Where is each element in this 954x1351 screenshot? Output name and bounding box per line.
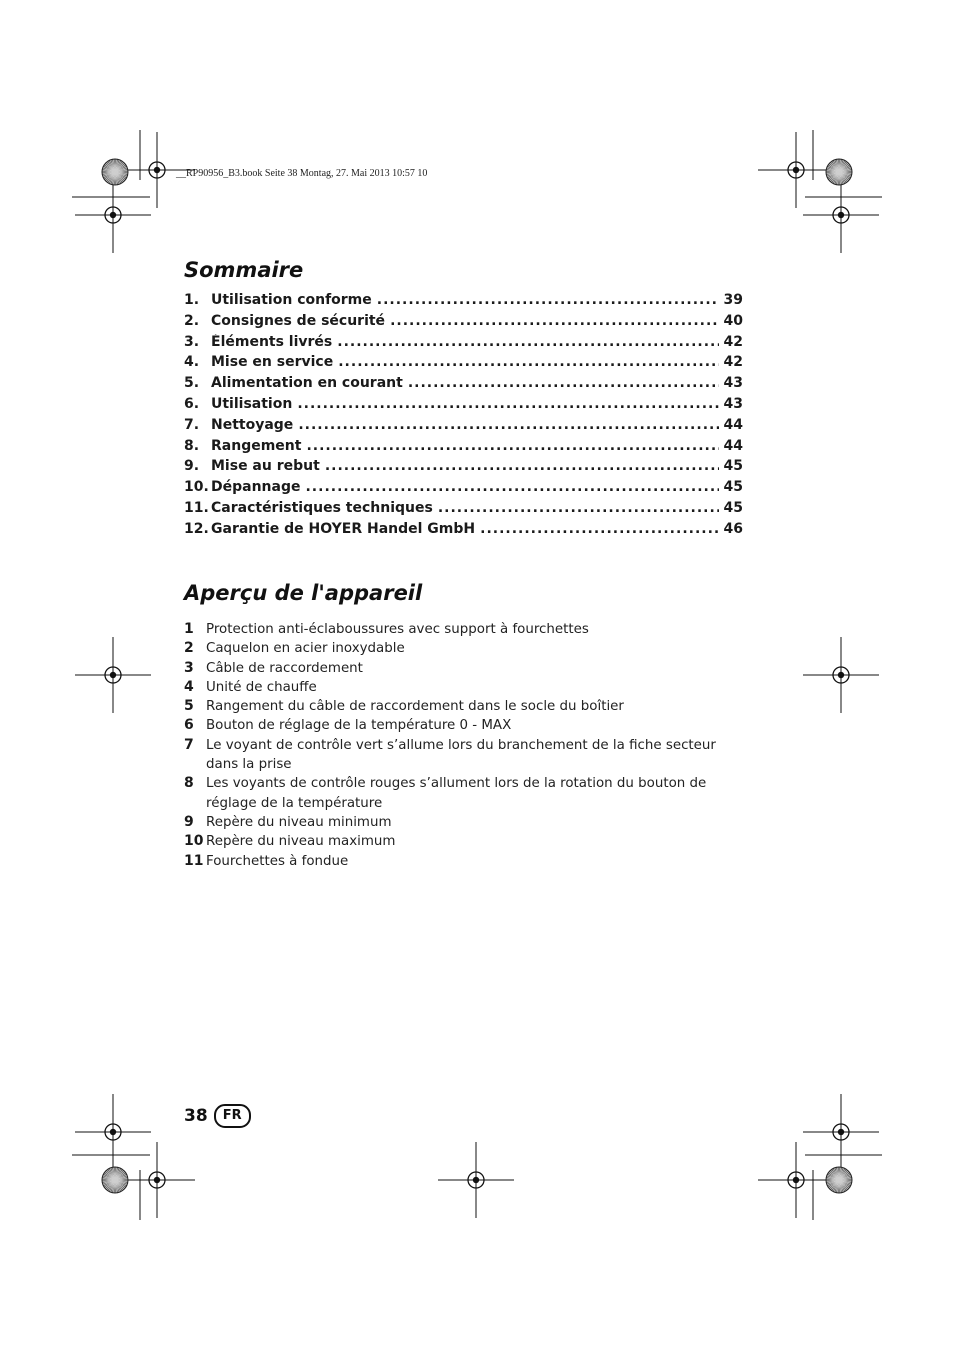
- toc-entry-title: Éléments livrés: [211, 333, 333, 350]
- toc-entry-page: 40: [723, 312, 743, 329]
- toc-entry: [184, 521, 743, 542]
- toc-entry-number: 11.: [184, 499, 209, 516]
- registration-target-dot: [838, 672, 844, 678]
- registration-target-dot: [110, 1129, 116, 1135]
- toc-dot-leader: [438, 500, 719, 516]
- registration-target-dot: [110, 212, 116, 218]
- toc-entry-number: 12.: [184, 520, 209, 537]
- toc-entry-number: 6.: [184, 395, 200, 412]
- toc-entry-number: 8.: [184, 437, 200, 454]
- registration-target-dot: [154, 1177, 160, 1183]
- part-number: 7: [184, 736, 194, 753]
- page-footer: [184, 1104, 251, 1128]
- part-number: 4: [184, 678, 194, 695]
- toc-entry-number: 9.: [184, 458, 200, 475]
- toc-dot-leader: [305, 479, 718, 495]
- toc-entry-number: 3.: [184, 333, 200, 350]
- registration-target-dot: [838, 212, 844, 218]
- toc-entry: [184, 458, 743, 479]
- toc-entry-page: 43: [723, 375, 743, 392]
- overview-title: Aperçu de l'appareil: [184, 581, 423, 605]
- toc-entry-page: 45: [723, 458, 743, 475]
- part-item: [184, 639, 740, 658]
- part-item: [184, 697, 740, 716]
- toc-entry-page: 45: [723, 479, 743, 496]
- part-description: Le voyant de contrôle vert s’allume lors du branchement de la fiche secteur dans la prise: [206, 737, 716, 773]
- part-item: [184, 620, 740, 639]
- toc-entry-title: Dépannage: [211, 479, 301, 496]
- page-number: 38: [184, 1106, 208, 1126]
- toc-entry-title: Utilisation: [211, 395, 293, 412]
- toc-entry-number: 10.: [184, 479, 209, 496]
- table-of-contents: [184, 292, 743, 542]
- toc-dot-leader: [338, 354, 718, 370]
- toc-entry-page: 42: [723, 354, 743, 371]
- part-item: [184, 813, 740, 832]
- toc-entry-title: Mise en service: [211, 354, 334, 371]
- part-description: Fourchettes à fondue: [206, 853, 349, 869]
- toc-entry-title: Nettoyage: [211, 416, 294, 433]
- toc-entry: [184, 313, 743, 334]
- toc-entry-number: 4.: [184, 354, 200, 371]
- part-description: Caquelon en acier inoxydable: [206, 641, 405, 657]
- toc-dot-leader: [337, 334, 718, 350]
- part-number: 8: [184, 775, 194, 792]
- toc-dot-leader: [408, 375, 719, 391]
- registration-target-dot: [110, 672, 116, 678]
- toc-dot-leader: [390, 313, 718, 329]
- toc-entry-page: 44: [723, 416, 743, 433]
- toc-entry-title: Garantie de HOYER Handel GmbH: [211, 520, 476, 537]
- toc-entry: [184, 438, 743, 459]
- parts-list: [184, 620, 740, 871]
- part-item: [184, 832, 740, 851]
- part-item: [184, 774, 740, 813]
- print-info-line: __RP90956_B3.book Seite 38 Montag, 27. Mai 2013 10:57 10: [176, 168, 428, 179]
- toc-entry-page: 46: [723, 520, 743, 537]
- toc-entry-title: Caractéristiques techniques: [211, 499, 433, 516]
- part-number: 9: [184, 813, 194, 830]
- part-description: Protection anti-éclaboussures avec support à fourchettes: [206, 622, 589, 637]
- toc-entry-number: 5.: [184, 375, 200, 392]
- toc-dot-leader: [297, 396, 718, 412]
- toc-dot-leader: [325, 458, 719, 474]
- part-number: 5: [184, 698, 194, 715]
- part-number: 6: [184, 717, 194, 734]
- part-number: 11: [184, 852, 204, 869]
- registration-target-dot: [793, 1177, 799, 1183]
- toc-entry-page: 44: [723, 437, 743, 454]
- toc-entry: [184, 354, 743, 375]
- part-description: Repère du niveau maximum: [206, 834, 396, 850]
- part-description: Câble de raccordement: [206, 660, 363, 676]
- part-item: [184, 736, 740, 775]
- toc-entry-page: 42: [723, 333, 743, 350]
- toc-entry: [184, 417, 743, 438]
- registration-target-dot: [793, 167, 799, 173]
- toc-entry: [184, 396, 743, 417]
- toc-title: Sommaire: [184, 258, 304, 282]
- part-item: [184, 852, 740, 871]
- toc-dot-leader: [306, 438, 718, 454]
- registration-target-dot: [154, 167, 160, 173]
- part-description: Les voyants de contrôle rouges s’allument lors de la rotation du bouton de réglage de la température: [206, 776, 707, 811]
- toc-entry-title: Utilisation conforme: [211, 292, 372, 308]
- toc-entry-page: 39: [723, 292, 743, 308]
- toc-entry-number: 1.: [184, 292, 200, 308]
- registration-target-dot: [473, 1177, 479, 1183]
- toc-entry-page: 45: [723, 499, 743, 516]
- toc-entry-title: Alimentation en courant: [211, 375, 403, 392]
- toc-entry: [184, 479, 743, 500]
- part-description: Repère du niveau minimum: [206, 814, 392, 830]
- toc-entry: [184, 500, 743, 521]
- toc-entry-title: Rangement: [211, 437, 302, 454]
- toc-dot-leader: [480, 521, 718, 537]
- part-description: Bouton de réglage de la température 0 - MAX: [206, 718, 512, 734]
- toc-entry-title: Mise au rebut: [211, 458, 320, 475]
- toc-entry-number: 2.: [184, 312, 200, 329]
- part-item: [184, 678, 740, 697]
- toc-entry: [184, 292, 743, 313]
- part-number: 1: [184, 621, 194, 637]
- part-number: 3: [184, 659, 194, 676]
- toc-entry: [184, 375, 743, 396]
- part-item: [184, 716, 740, 735]
- toc-entry-page: 43: [723, 395, 743, 412]
- toc-dot-leader: [377, 292, 719, 308]
- part-number: 10: [184, 833, 204, 850]
- toc-entry-number: 7.: [184, 416, 200, 433]
- part-description: Unité de chauffe: [206, 679, 317, 695]
- toc-entry: [184, 334, 743, 355]
- registration-target-dot: [838, 1129, 844, 1135]
- toc-dot-leader: [298, 417, 718, 433]
- part-item: [184, 659, 740, 678]
- toc-entry-title: Consignes de sécurité: [211, 312, 386, 329]
- language-badge: FR: [214, 1104, 251, 1128]
- part-description: Rangement du câble de raccordement dans le socle du boîtier: [206, 699, 624, 715]
- part-number: 2: [184, 640, 194, 657]
